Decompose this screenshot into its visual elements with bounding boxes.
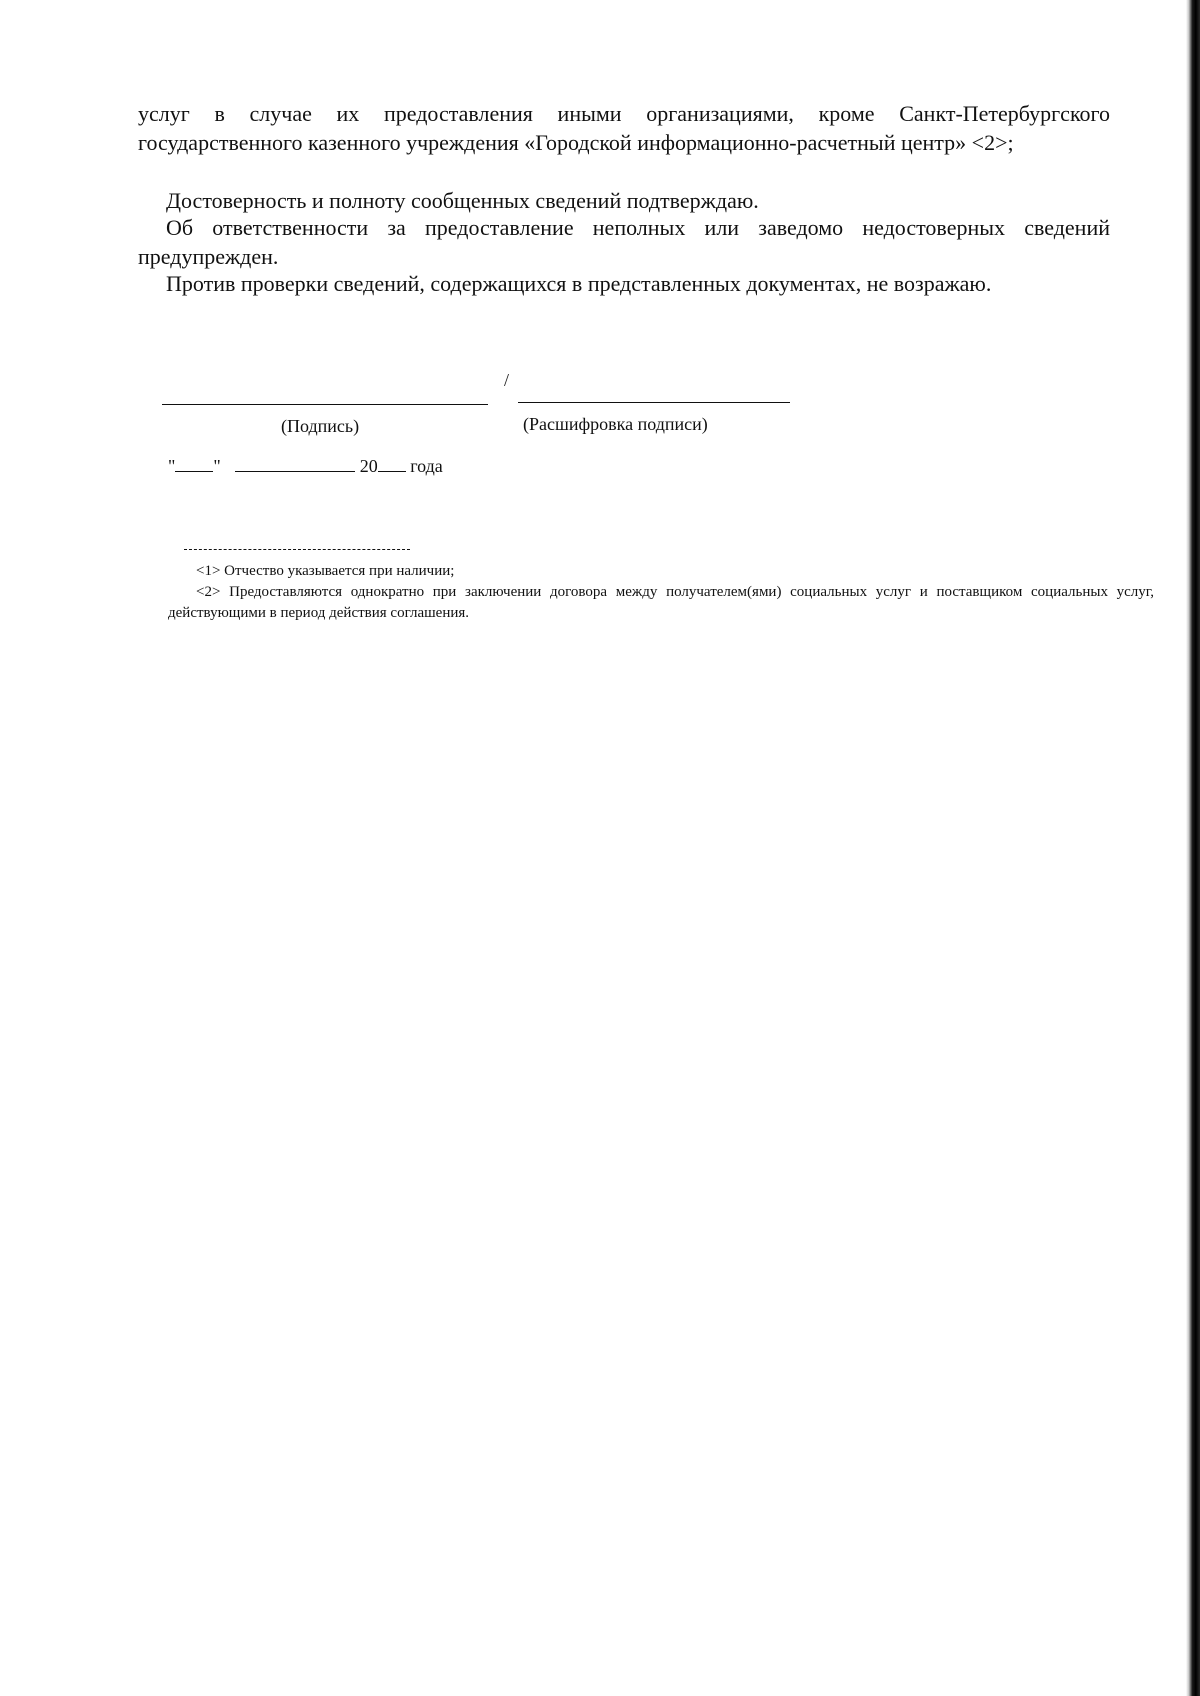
date-day-blank (175, 455, 213, 472)
paragraph-services-line2: государственного казенного учреждения «Городской информационно-расчетный центр» <2>; (138, 130, 1014, 155)
date-year-word: года (410, 456, 443, 476)
paragraph-verification: Против проверки сведений, содержащихся в представленных документах, не возражаю. (166, 271, 992, 296)
paragraph-responsibility: Об ответственности за предоставление неполных или заведомо недостоверных сведений предупрежден. (138, 215, 1110, 269)
paragraph-services-line1: услуг в случае их предоставления иными организациями, кроме Санкт-Петербургского (138, 101, 1110, 126)
date-year-prefix: 20 (359, 456, 378, 476)
signature-decoding-caption: (Расшифровка подписи) (523, 414, 708, 434)
date-row (168, 455, 443, 477)
date-open-quote: " (168, 456, 176, 476)
signature-caption: (Подпись) (281, 416, 360, 436)
footnote-1: <1> Отчество указывается при наличии; (196, 563, 455, 579)
date-close-quote: " (213, 456, 221, 476)
signature-separator: / (504, 370, 510, 390)
paragraph-services (138, 99, 1110, 157)
date-year-blank (378, 455, 406, 472)
paragraph-confirmation: Достоверность и полноту сообщенных сведений подтверждаю. (166, 188, 759, 213)
signature-line (162, 404, 488, 405)
scan-edge-shadow (1186, 0, 1200, 1696)
footnote-separator (184, 549, 410, 550)
footnote-2: <2> Предоставляются однократно при заключении договора между получателем(ями) социальных услуг и поставщиком социальных услуг, действующими в период действия соглашения. (168, 584, 1154, 621)
date-month-blank (235, 455, 355, 472)
signature-decoding-line (518, 402, 790, 403)
